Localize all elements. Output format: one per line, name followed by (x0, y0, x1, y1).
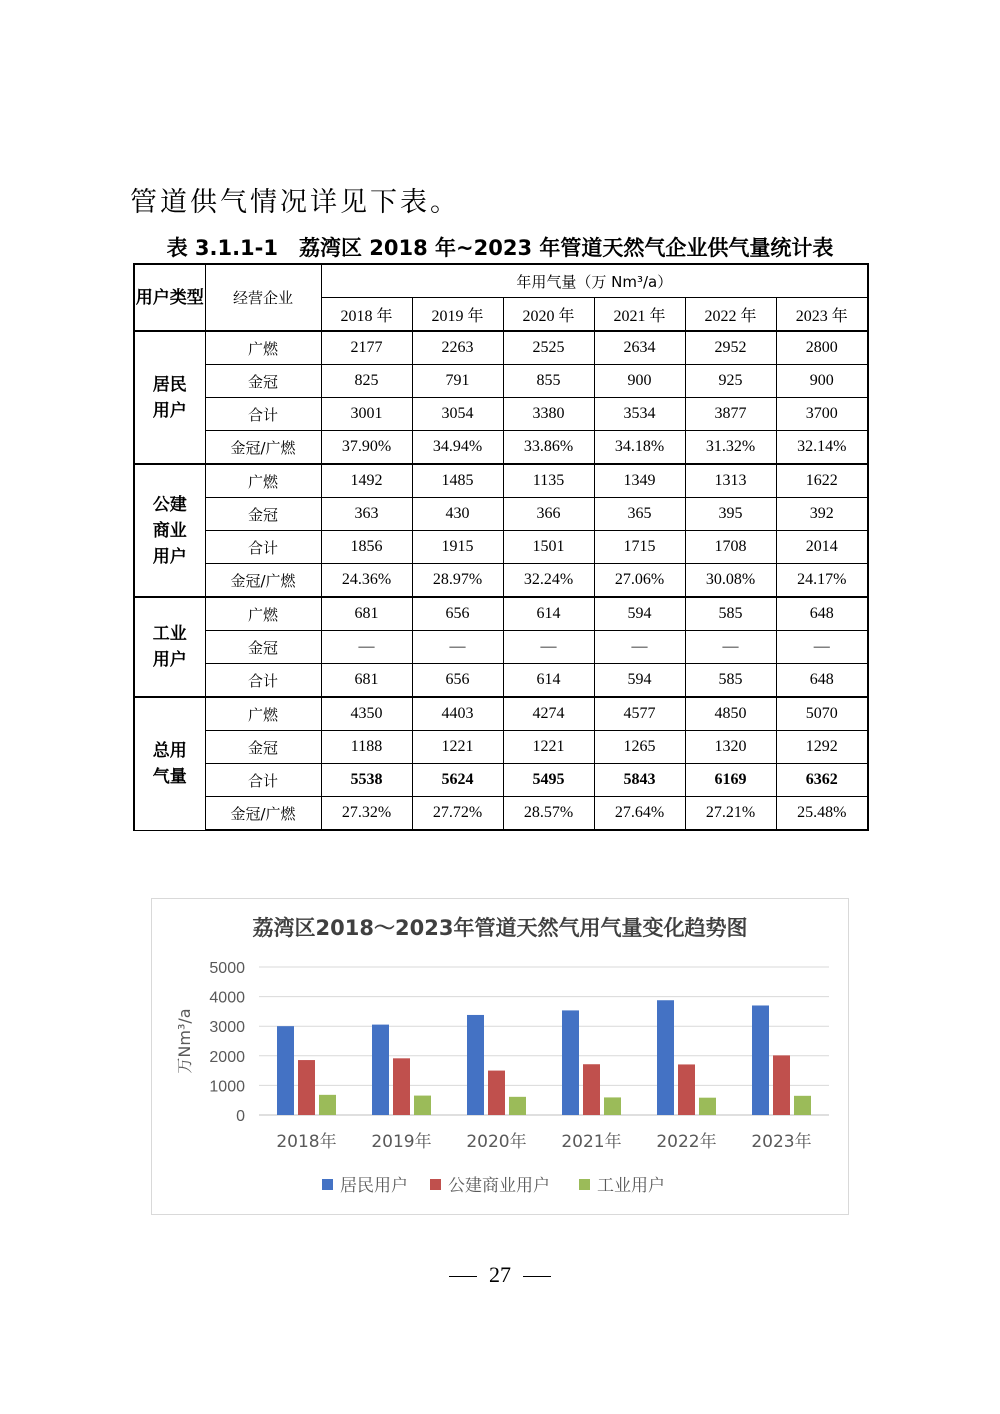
bar-2 (583, 1064, 600, 1115)
legend-swatch (579, 1179, 590, 1190)
value-cell: — (685, 631, 776, 664)
bar-1 (562, 1010, 579, 1115)
value-cell: 1492 (321, 464, 412, 498)
y-tick-label: 1000 (209, 1078, 245, 1096)
value-cell: — (321, 631, 412, 664)
bar-3 (414, 1096, 431, 1115)
bar-2 (678, 1064, 695, 1115)
value-cell: 656 (412, 664, 503, 698)
value-cell: 4577 (594, 697, 685, 731)
value-cell: 32.14% (776, 431, 868, 465)
table-row (134, 597, 868, 631)
company-cell: 合计 (205, 531, 321, 564)
header-year: 2022 年 (685, 298, 776, 332)
value-cell: 4350 (321, 697, 412, 731)
value-cell: 825 (321, 365, 412, 398)
value-cell: 6169 (685, 764, 776, 797)
user-type-label: 总用气量 (152, 740, 187, 787)
table-row (134, 664, 868, 698)
value-cell: 25.48% (776, 797, 868, 831)
value-cell: 1135 (503, 464, 594, 498)
legend-label: 居民用户 (340, 1176, 408, 1196)
value-cell: 6362 (776, 764, 868, 797)
value-cell: 1221 (503, 731, 594, 764)
header-year: 2021 年 (594, 298, 685, 332)
x-tick-label: 2020年 (466, 1132, 527, 1152)
bar-2 (393, 1058, 410, 1115)
value-cell: 2014 (776, 531, 868, 564)
bar-2 (773, 1055, 790, 1115)
table-row (134, 764, 868, 797)
value-cell: 366 (503, 498, 594, 531)
value-cell: 2952 (685, 331, 776, 365)
bar-3 (794, 1096, 811, 1115)
x-tick-label: 2021年 (561, 1132, 622, 1152)
value-cell: 3534 (594, 398, 685, 431)
value-cell: 648 (776, 664, 868, 698)
value-cell: 3877 (685, 398, 776, 431)
bar-3 (604, 1097, 621, 1115)
dash-left (449, 1276, 477, 1277)
page-number: 27 (489, 1262, 511, 1287)
company-cell: 广燃 (205, 597, 321, 631)
value-cell: 28.97% (412, 564, 503, 598)
value-cell: 681 (321, 597, 412, 631)
value-cell: 2634 (594, 331, 685, 365)
value-cell: 5538 (321, 764, 412, 797)
value-cell: 1292 (776, 731, 868, 764)
value-cell: 30.08% (685, 564, 776, 598)
value-cell: 656 (412, 597, 503, 631)
header-annual-usage: 年用气量（万 Nm³/a） (321, 264, 868, 298)
table-row (134, 731, 868, 764)
bar-3 (699, 1098, 716, 1115)
value-cell: 2177 (321, 331, 412, 365)
user-type-cell (134, 697, 205, 830)
dash-right (523, 1276, 551, 1277)
company-cell: 广燃 (205, 331, 321, 365)
company-cell: 金冠 (205, 731, 321, 764)
table-row (134, 631, 868, 664)
user-type-label: 工业用户 (152, 624, 187, 670)
bar-2 (298, 1060, 315, 1115)
header-user-type: 用户类型 (134, 264, 205, 331)
value-cell: — (412, 631, 503, 664)
bar-1 (752, 1005, 769, 1115)
value-cell: 34.94% (412, 431, 503, 465)
value-cell: 791 (412, 365, 503, 398)
value-cell: 1856 (321, 531, 412, 564)
table-row (134, 365, 868, 398)
table-row (134, 531, 868, 564)
value-cell: 27.06% (594, 564, 685, 598)
page-footer (0, 1262, 1000, 1288)
legend-swatch (430, 1179, 441, 1190)
value-cell: 3700 (776, 398, 868, 431)
value-cell: 855 (503, 365, 594, 398)
value-cell: 34.18% (594, 431, 685, 465)
value-cell: 365 (594, 498, 685, 531)
value-cell: 1221 (412, 731, 503, 764)
value-cell: 1708 (685, 531, 776, 564)
header-year: 2020 年 (503, 298, 594, 332)
value-cell: 585 (685, 664, 776, 698)
value-cell: 28.57% (503, 797, 594, 831)
table-row (134, 498, 868, 531)
x-tick-label: 2018年 (276, 1132, 337, 1152)
table-caption: 表 3.1.1-1 荔湾区 2018 年~2023 年管道天然气企业供气量统计表 (166, 236, 834, 260)
y-tick-label: 2000 (209, 1048, 245, 1066)
table-row (134, 564, 868, 598)
user-type-cell (134, 331, 205, 464)
bar-3 (509, 1097, 526, 1115)
table-row (134, 697, 868, 731)
header-year: 2018 年 (321, 298, 412, 332)
bar-1 (277, 1026, 294, 1115)
value-cell: 594 (594, 664, 685, 698)
value-cell: 2263 (412, 331, 503, 365)
company-cell: 金冠 (205, 631, 321, 664)
value-cell: 4403 (412, 697, 503, 731)
value-cell: 5843 (594, 764, 685, 797)
y-axis-label: 万Nm³/a (175, 1008, 194, 1074)
company-cell: 金冠 (205, 365, 321, 398)
legend-label: 公建商业用户 (448, 1176, 550, 1196)
value-cell: 648 (776, 597, 868, 631)
value-cell: 1188 (321, 731, 412, 764)
bar-3 (319, 1095, 336, 1115)
value-cell: 925 (685, 365, 776, 398)
y-tick-label: 5000 (209, 960, 245, 977)
value-cell: 1265 (594, 731, 685, 764)
bar-1 (467, 1015, 484, 1115)
x-tick-label: 2022年 (656, 1132, 717, 1152)
table-row (134, 464, 868, 498)
table-row (134, 431, 868, 465)
bar-1 (657, 1000, 674, 1115)
value-cell: 1715 (594, 531, 685, 564)
value-cell: 4850 (685, 697, 776, 731)
value-cell: 31.32% (685, 431, 776, 465)
x-tick-label: 2019年 (371, 1132, 432, 1152)
value-cell: 392 (776, 498, 868, 531)
y-tick-label: 4000 (209, 989, 245, 1007)
bar-1 (372, 1025, 389, 1115)
value-cell: 430 (412, 498, 503, 531)
value-cell: 3001 (321, 398, 412, 431)
value-cell: 32.24% (503, 564, 594, 598)
user-type-label: 公建商业用户 (152, 494, 187, 567)
value-cell: 363 (321, 498, 412, 531)
value-cell: 681 (321, 664, 412, 698)
company-cell: 合计 (205, 764, 321, 797)
value-cell: 37.90% (321, 431, 412, 465)
value-cell: 27.64% (594, 797, 685, 831)
user-type-cell (134, 464, 205, 597)
user-type-label: 居民用户 (152, 374, 187, 421)
value-cell: 1915 (412, 531, 503, 564)
value-cell: 585 (685, 597, 776, 631)
value-cell: 594 (594, 597, 685, 631)
company-cell: 金冠/广燃 (205, 797, 321, 831)
value-cell: 1485 (412, 464, 503, 498)
company-cell: 广燃 (205, 697, 321, 731)
value-cell: 27.72% (412, 797, 503, 831)
value-cell: 27.32% (321, 797, 412, 831)
value-cell: 1320 (685, 731, 776, 764)
header-year: 2019 年 (412, 298, 503, 332)
company-cell: 金冠/广燃 (205, 564, 321, 598)
table-row (134, 331, 868, 365)
company-cell: 合计 (205, 398, 321, 431)
table-row (134, 797, 868, 831)
value-cell: — (776, 631, 868, 664)
y-tick-label: 3000 (209, 1019, 245, 1037)
company-cell: 金冠 (205, 498, 321, 531)
user-type-cell (134, 597, 205, 697)
value-cell: 614 (503, 664, 594, 698)
value-cell: 24.36% (321, 564, 412, 598)
header-year: 2023 年 (776, 298, 868, 332)
value-cell: 1349 (594, 464, 685, 498)
chart-svg (152, 899, 848, 1214)
value-cell: 1313 (685, 464, 776, 498)
value-cell: 2800 (776, 331, 868, 365)
header-company: 经营企业 (205, 264, 321, 331)
value-cell: 4274 (503, 697, 594, 731)
value-cell: 3054 (412, 398, 503, 431)
value-cell: 24.17% (776, 564, 868, 598)
value-cell: 5070 (776, 697, 868, 731)
company-cell: 合计 (205, 664, 321, 698)
company-cell: 广燃 (205, 464, 321, 498)
x-tick-label: 2023年 (751, 1132, 812, 1152)
value-cell: — (594, 631, 685, 664)
value-cell: — (503, 631, 594, 664)
intro-text: 管道供气情况详见下表。 (130, 187, 460, 218)
value-cell: 3380 (503, 398, 594, 431)
value-cell: 395 (685, 498, 776, 531)
value-cell: 5495 (503, 764, 594, 797)
legend-swatch (322, 1179, 333, 1190)
value-cell: 2525 (503, 331, 594, 365)
value-cell: 33.86% (503, 431, 594, 465)
gas-supply-table (133, 263, 869, 831)
table-row (134, 398, 868, 431)
value-cell: 5624 (412, 764, 503, 797)
company-cell: 金冠/广燃 (205, 431, 321, 465)
value-cell: 1501 (503, 531, 594, 564)
value-cell: 27.21% (685, 797, 776, 831)
value-cell: 614 (503, 597, 594, 631)
chart-title: 荔湾区2018～2023年管道天然气用气量变化趋势图 (252, 916, 748, 940)
value-cell: 900 (776, 365, 868, 398)
bar-2 (488, 1071, 505, 1115)
value-cell: 900 (594, 365, 685, 398)
legend-label: 工业用户 (597, 1176, 665, 1196)
y-tick-label: 0 (236, 1108, 245, 1125)
value-cell: 1622 (776, 464, 868, 498)
usage-trend-chart (151, 898, 849, 1215)
